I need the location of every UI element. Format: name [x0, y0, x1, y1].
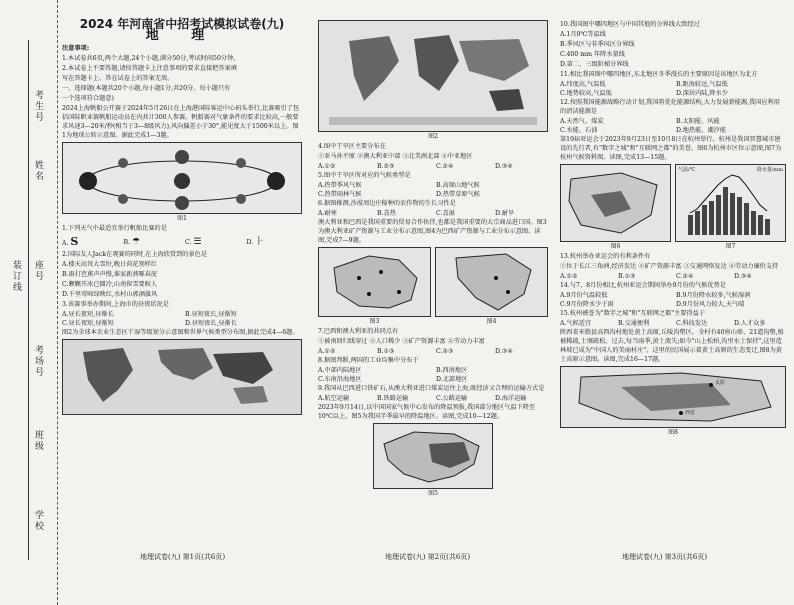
option-b[interactable]: B.季风区与非季风区分界线 — [560, 41, 635, 48]
option-d[interactable]: D.耐旱 — [495, 210, 515, 217]
question-14: 14.与7、8月份相比,杭州亚运会期间举办9月份的气候优势是 — [560, 282, 726, 289]
exam-title: 2024 年河南省中招考试模拟试卷(九) — [79, 17, 285, 31]
option-c[interactable]: C.9月份降水少于雨 — [560, 301, 614, 308]
question-12: 12.按照我国能源战略行动计划,我国将优化能源结构,大力发展新能源,我国应利用的清洁能源是 — [560, 99, 780, 115]
option-d[interactable]: D.北部地区 — [436, 376, 468, 383]
option-d[interactable]: D.千里莺啼绿映红,水村山郭酒旗风 — [62, 291, 158, 298]
figure-3 — [318, 247, 431, 327]
question-12-options-row2 — [560, 126, 786, 135]
australia-map — [318, 247, 431, 317]
earth-orbit-diagram — [63, 143, 301, 213]
option-a[interactable]: A.昼长夜短,昼渐长 — [62, 311, 114, 318]
figure-6-caption: 图6 — [610, 243, 621, 250]
option-b[interactable]: B.①③ — [618, 273, 636, 280]
question-4: 4.图中干旱区主要分布在 — [318, 143, 386, 150]
hangzhou-climate-chart — [675, 164, 786, 242]
climate-bars — [676, 165, 784, 241]
china-map — [373, 423, 493, 489]
question-10: 10.我国图中哪四地区与中国其他的分界线大致经过 — [560, 21, 700, 28]
option-b[interactable]: B.②③ — [377, 163, 395, 170]
option-a[interactable]: A.航空运输 — [318, 395, 350, 402]
fog-icon: ☰ — [193, 236, 202, 247]
question-5: 5.图中干旱区所对应的气候类型是 — [318, 172, 411, 179]
china-map-drawing — [374, 424, 492, 488]
intro-paragraph-6: 陕西省米脂县高西沟村地处黄土高原,丘陵沟壑区。全村有40座山峁、21道沟壑,植被稀疏,土壤疏松。过去,每当雨季,黄土流失;如今"山上松柏,沟里水土保持",这里造林坡已成为"中国人的美丽村庄"。这里的民国展示着黄土高原的生态变迁,图8为黄土高原示意图。读图,完成16—17题。 — [560, 329, 784, 363]
question-15-options — [560, 319, 786, 328]
notice-line: 2.本试卷上不要答题,请按答题卡上注意事项的要求直接把答案填 — [62, 65, 237, 72]
option-d[interactable]: D.③④ — [495, 348, 513, 355]
option-a[interactable]: A.纬度高,气温低 — [560, 81, 606, 88]
option-c[interactable]: C.公路运输 — [436, 395, 468, 402]
hangzhou-map-drawing — [561, 165, 669, 241]
option-b[interactable]: B.昼短夜长,昼渐短 — [185, 311, 237, 318]
figure-4 — [435, 247, 548, 327]
question-12-options-row1 — [560, 117, 786, 126]
figures-3-4 — [318, 247, 548, 327]
question-9-options — [318, 394, 548, 403]
question-7: 7.巴西和澳大利亚的共同点有 — [318, 328, 399, 335]
loess-plateau-drawing — [561, 367, 785, 427]
question-5-options-row1 — [318, 181, 548, 190]
map-label-taiyuan: 太原 — [715, 380, 726, 386]
brazil-map — [435, 247, 548, 317]
margin-label-room: 考场号 — [33, 345, 43, 378]
option-a[interactable]: A.气候适宜 — [560, 320, 592, 327]
option-d[interactable]: D.海洋运输 — [495, 395, 527, 402]
option-c[interactable]: C.水能、石油 — [560, 127, 598, 134]
option-b[interactable]: B.西南地区 — [436, 367, 468, 374]
option-a[interactable]: A.9月份气温较低 — [560, 292, 608, 299]
notice-line: 一个选项符合题意) — [62, 95, 114, 102]
precipitation-axis-label: 降水量/mm — [756, 167, 783, 173]
option-a[interactable]: A.1月0℃等温线 — [560, 31, 606, 38]
option-d[interactable]: D.人才众多 — [734, 320, 766, 327]
option-c[interactable]: C.地势较高,气温低 — [560, 90, 612, 97]
question-3-options-row2 — [62, 319, 302, 328]
option-b[interactable]: B.距海较远,气温低 — [676, 81, 728, 88]
option-d[interactable]: D.③④ — [495, 163, 513, 170]
option-a[interactable]: A.楼天高耸大雪纷,晚日荷花别样红 — [62, 261, 158, 268]
notice-line: 写在答题卡上。答在试卷上的答案无效。 — [62, 75, 174, 82]
australia-map-drawing — [319, 248, 429, 316]
temperature-axis-label: 气温/℃ — [678, 167, 696, 173]
option-b[interactable]: B.雨打芭蕉声声慢,谁家新燕啄春泥 — [62, 271, 158, 278]
brazil-map-drawing — [436, 248, 546, 316]
question-7-statement: ①被南回归线穿过 ②人口稀少 ③矿产资源丰富 ④劳动力丰富 — [318, 338, 485, 345]
margin-label-seat: 座号 — [33, 260, 43, 282]
option-a[interactable]: A.天然气、煤炭 — [560, 118, 604, 125]
notice-line: 一、选择题(本题共20个小题,每小题1分,共20分。每小题只有 — [62, 85, 231, 92]
intro-paragraph-3: 澳大利亚和巴西是我国重要的贸易合作伙伴,也都是我国重要的大宗商品进口国。图3为澳大利亚矿产资源与工业分布示意图,图4为巴西矿产资源与工业分布示意图。读图,完成7—9题。 — [318, 219, 547, 244]
intro-paragraph: 2024上海帆船公开赛于2024年5月26日在上海港国际客运中心码头举行,比赛吸引了包括国际职业赛帆船运动员在内共计300人参赛。帆船赛对气象条件的要求比较高,一般要求风速3—20米/秒(相当于3—8级风力),风向偏差小于30°,能见度大于1500米以上。图1为地球公转示意图。据此完成1—3题。 — [62, 105, 300, 139]
option-d[interactable]: D.热带草原气候 — [436, 191, 480, 198]
map-label-xian: 西安 — [685, 410, 696, 416]
option-a[interactable]: A.①② — [318, 163, 336, 170]
option-d[interactable]: D.地热能、潮汐能 — [676, 127, 727, 134]
question-14-options-row2 — [560, 300, 786, 309]
option-b[interactable]: B.9月份降水较多,气候湿润 — [676, 292, 751, 299]
question-15: 15.杭州被誉为"数字之城"和"互联网之都"主要得益于 — [560, 310, 705, 317]
question-7-options — [318, 347, 548, 356]
option-a[interactable]: A.中部内陆地区 — [318, 367, 362, 374]
intro-paragraph-2: 图2为全球本农业生态区干湿等级划分示意图和世界气候类型分布图,据此完成4—6题。 — [62, 329, 299, 336]
option-a[interactable]: A.①② — [560, 273, 578, 280]
question-13: 13.杭州举办亚运会的有利条件有 — [560, 253, 651, 260]
figure-8-caption: 图8 — [668, 429, 678, 436]
question-9: 9.我国从巴西进口铁矿石,从澳大利亚进口煤炭运往上海,既经济又合理的运输方式是 — [318, 385, 545, 392]
option-b[interactable]: B.交通便利 — [618, 320, 650, 327]
option-a[interactable]: A.热带季风气候 — [318, 182, 362, 189]
option-a[interactable]: A.耐寒 — [318, 210, 337, 217]
option-d[interactable]: D. ⺊ — [246, 236, 265, 247]
page-1-footer: 地理试卷(九) 第1页(共6页) — [140, 553, 226, 561]
option-d[interactable]: D.③④ — [734, 273, 752, 280]
figure-2-caption: 图2 — [428, 133, 438, 140]
figure-4-caption: 图4 — [486, 318, 497, 325]
page-1 — [62, 17, 302, 415]
option-b[interactable]: B.高原山地气候 — [436, 182, 480, 189]
option-c[interactable]: C.颗颗开冰已僵冷,山南留雪要候人 — [62, 281, 158, 288]
option-b[interactable]: B.喜热 — [377, 210, 396, 217]
option-c[interactable]: C.喜湿 — [436, 210, 455, 217]
intro-paragraph-4: 2023年9月14日,以中国国家气候中心发布的降温预报,我国部分地区气温下降至10℃以上。图5为我国半季最早的降温地区。读图,完成10—12题。 — [318, 404, 536, 420]
page-3-footer: 地理试卷(九) 第3页(共6页) — [622, 553, 708, 561]
wind-icon: ⺊ — [255, 236, 265, 247]
option-c[interactable]: C.400 mm 年降水量线 — [560, 51, 625, 58]
question-8-options-row1 — [318, 366, 548, 375]
option-d[interactable]: D.深居内陆,降水少 — [676, 90, 728, 97]
option-d[interactable]: D.9月份风力较大,天气晴 — [676, 301, 745, 308]
figure-5-caption: 图5 — [428, 490, 438, 497]
world-map-figure — [62, 339, 302, 415]
figure-7-caption: 图7 — [725, 243, 736, 250]
rain-cloud-icon: ☂ — [131, 236, 141, 247]
intro-paragraph-5: 第19届亚运会于2023年9月23日至10月8日在杭州举行。杭州是我国智慧城市建设的先行者,有"数字之城"和"互联网之都"的美誉。图6为杭州市区位示意图,图7为杭州气候资料图。读图,完成13—15题。 — [560, 136, 782, 161]
option-a[interactable]: A.①② — [318, 348, 336, 355]
option-c[interactable]: C.科技发达 — [676, 320, 708, 327]
question-8: 8.据图判断,两国的工业均集中分布于 — [318, 357, 419, 364]
option-b[interactable]: B. ☂ — [123, 236, 141, 247]
fold-line — [28, 40, 29, 560]
loess-plateau-map — [560, 366, 786, 428]
option-c[interactable]: C.热带雨林气候 — [318, 191, 362, 198]
option-c[interactable]: C.昼长夜短,昼渐短 — [62, 320, 114, 327]
hangzhou-location-map — [560, 164, 671, 242]
figure-1-caption: 图1 — [177, 215, 187, 222]
world-climate-map-figure — [318, 20, 548, 132]
option-b[interactable]: B.铁路运输 — [377, 395, 409, 402]
question-4-statement: ①亚马孙平原 ②澳大利亚中部 ③北美洲北部 ④中亚地区 — [318, 153, 473, 160]
notice-heading: 注意事项: — [62, 45, 90, 52]
margin-label-class: 班级 — [33, 430, 43, 452]
option-c[interactable]: C. ☰ — [185, 236, 202, 247]
page-2 — [318, 20, 548, 499]
option-d[interactable]: D.第二、三级阶梯分界线 — [560, 61, 629, 68]
binding-margin — [0, 0, 58, 605]
option-c[interactable]: C.②④ — [676, 273, 694, 280]
page-3 — [560, 20, 786, 438]
question-3-options-row1 — [62, 310, 302, 319]
earth-orbit-figure — [62, 142, 302, 214]
question-13-statement: ①位于长江三角洲,经济发达 ②矿产资源丰富 ③交通网络发达 ④劳动力廉价支持 — [560, 263, 779, 270]
world-dryness-map — [63, 340, 301, 414]
question-6: 6.据图推测,沙漠周边庄稼种的农作物的生长习性是 — [318, 200, 456, 207]
notice-line: 1.本试卷共6页,两个大题,24个小题,满分50分,考试时间50分钟。 — [62, 55, 240, 62]
question-11-options-row2 — [560, 89, 786, 98]
question-11-options-row1 — [560, 80, 786, 89]
option-c[interactable]: C.东南沿海地区 — [318, 376, 362, 383]
question-14-options-row1 — [560, 291, 786, 300]
question-3: 3.该赛事举办期间,上海市的昼夜状况是 — [62, 301, 169, 308]
margin-label-school: 学校 — [33, 510, 43, 532]
option-c[interactable]: C.②④ — [436, 163, 454, 170]
figure-3-caption: 图3 — [369, 318, 380, 325]
page-2-footer: 地理试卷(九) 第2页(共6页) — [385, 553, 471, 561]
figure-7 — [675, 164, 786, 252]
margin-label-exam-number: 考生号 — [33, 90, 43, 123]
question-13-options — [560, 272, 786, 281]
question-8-options-row2 — [318, 375, 548, 384]
option-b[interactable]: B.①③ — [377, 348, 395, 355]
margin-label-fold: 装订线 — [11, 260, 21, 293]
option-a[interactable]: A. S — [62, 234, 79, 248]
option-d[interactable]: D.昼短夜长,昼渐长 — [185, 320, 237, 327]
subject-title: 地 理 — [145, 28, 219, 43]
world-climate-map — [319, 21, 547, 131]
figures-6-7 — [560, 164, 786, 252]
question-5-options-row2 — [318, 190, 548, 199]
question-4-options — [318, 162, 548, 171]
option-b[interactable]: B.太阳能、风能 — [676, 118, 720, 125]
question-1: 1.下列天气中最适宜举行帆船比赛的是 — [62, 225, 167, 232]
question-2: 2.国际友人Jack在观赛的同时,在上海欣赏到的景色是 — [62, 251, 208, 258]
question-11: 11.相比我国图中哪四地区,东北地区冬季漫长的主要原因是该地区为北方 — [560, 71, 758, 78]
figure-6 — [560, 164, 671, 252]
question-6-options — [318, 209, 548, 218]
question-1-options — [62, 234, 302, 250]
margin-label-name: 姓名 — [33, 160, 43, 182]
option-c[interactable]: C.②③ — [436, 348, 454, 355]
